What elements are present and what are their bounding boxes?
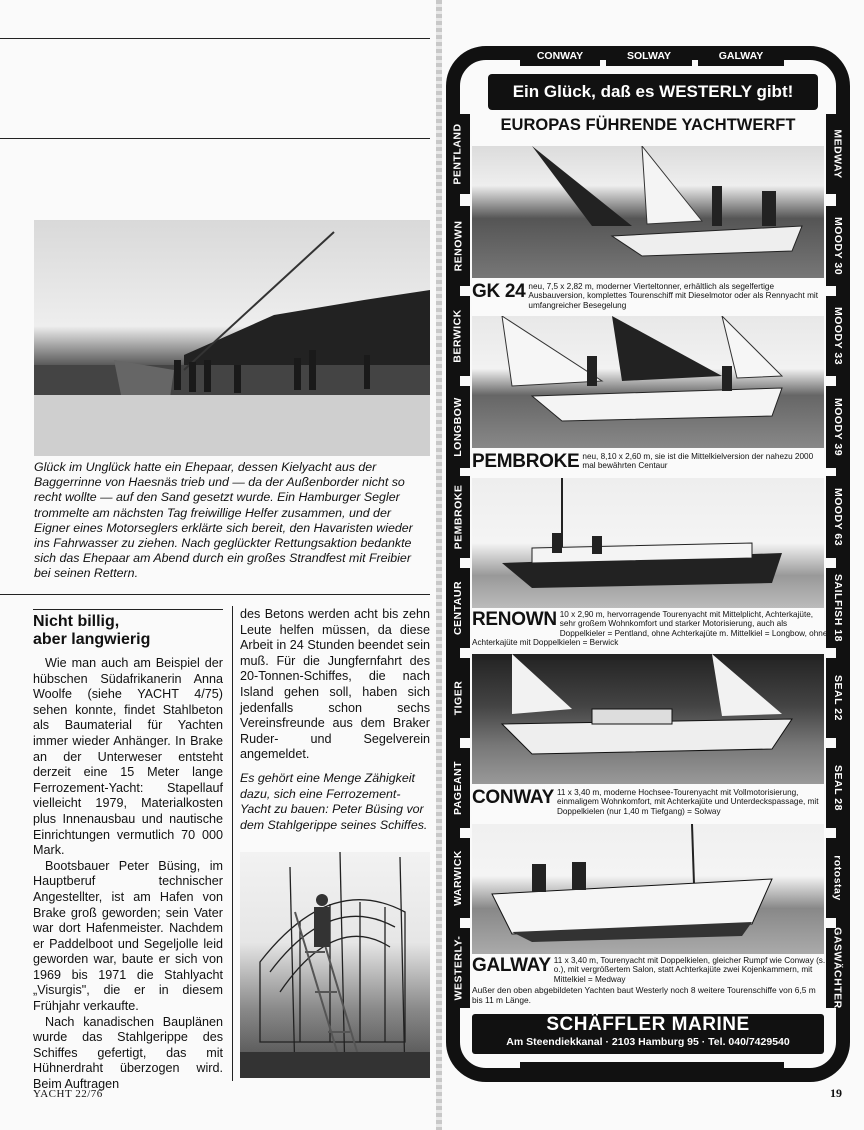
tab-conway: CONWAY bbox=[520, 46, 600, 66]
beach-photo-illustration bbox=[34, 220, 430, 456]
article-rule bbox=[0, 594, 430, 595]
gk24-yacht-illustration bbox=[472, 146, 824, 278]
westerly-advertisement bbox=[446, 46, 850, 1082]
heading-rule bbox=[33, 609, 223, 610]
label-berwick: BERWICK bbox=[446, 296, 470, 376]
label-pembroke: PEMBROKE bbox=[446, 476, 470, 558]
label-moody-30: MOODY 30 bbox=[826, 206, 850, 286]
label-gaswaechter: GASWÄCHTER bbox=[826, 928, 850, 1008]
steel-frame-illustration bbox=[240, 852, 430, 1078]
dealer-address: Am Steendiekkanal · 2103 Hamburg 95 · Tel. 040/7429540 bbox=[506, 1036, 790, 1048]
label-rotostay: rotostay bbox=[826, 838, 850, 918]
tab-solway: SOLWAY bbox=[606, 46, 692, 66]
top-rule bbox=[0, 38, 430, 39]
tab-galway: GALWAY bbox=[698, 46, 784, 66]
boat-photo-pembroke bbox=[472, 316, 824, 448]
label-moody-33: MOODY 33 bbox=[826, 296, 850, 376]
label-moody-39: MOODY 39 bbox=[826, 386, 850, 468]
page-number: 19 bbox=[830, 1086, 842, 1100]
conway-yacht-illustration bbox=[472, 654, 824, 784]
beach-photo bbox=[34, 220, 430, 456]
pembroke-yacht-illustration bbox=[472, 316, 824, 448]
heading-line1: Nicht billig, bbox=[33, 613, 120, 630]
galway-yacht-illustration bbox=[472, 824, 824, 954]
heading-line2: aber langwierig bbox=[33, 631, 151, 648]
article-column-2 bbox=[240, 607, 430, 763]
model-name: RENOWN bbox=[472, 609, 557, 630]
label-medway: MEDWAY bbox=[826, 114, 850, 194]
boat-photo-gk24 bbox=[472, 146, 824, 278]
model-gk24: GK 24 neu, 7,5 x 2,82 m, moderner Vierteltonner, erhältlich als segelfertige Ausbauversion, komplettes Tourenschiff mit Dieselmotor oder als Rennyacht mit umfangreicher Besegelung bbox=[472, 281, 818, 310]
ad-footnote: Außer den oben abgebildeten Yachten baut Westerly noch 8 weitere Tourenschiffe von 6,5 m bis 11 m Länge. bbox=[472, 985, 816, 1005]
model-name: GK 24 bbox=[472, 281, 526, 302]
ad-headline: EUROPAS FÜHRENDE YACHTWERFT bbox=[500, 116, 796, 134]
section-rule bbox=[0, 138, 430, 139]
dealer-name: SCHÄFFLER MARINE bbox=[546, 1014, 750, 1035]
article-column-1 bbox=[33, 656, 223, 1093]
label-pageant: PAGEANT bbox=[446, 748, 470, 828]
label-tiger: TIGER bbox=[446, 658, 470, 738]
steel-frame-photo bbox=[240, 852, 430, 1078]
steel-photo-caption: Es gehört eine Menge Zähigkeit dazu, sich eine Ferrozement-Yacht zu bauen: Peter Büsing vor dem Stahlgerippe seines Schiffes. bbox=[240, 771, 428, 832]
col1-paragraph: Nach kanadischen Bauplänen wurde das Stahlgerippe des Schiffes gefertigt, das mit Hühnerdraht überzogen wird. Beim Auftragen bbox=[33, 1014, 223, 1092]
col1-paragraph: Wie man auch am Beispiel der hübschen Südafrikanerin Anna Woolfe (siehe YACHT 4/75) sehen konnte, findet Stahlbeton als Baumaterial für Yachten immer wieder Anhänger. In Brake an der Unterweser entsteht derzeit eine 15 Meter lange Ferrozement-Yacht: Stapellauf vielleicht 1979, Materialkosten plus Innenausbau und nautische Einrichtungen vermutlich 70 000 Mark. bbox=[33, 656, 223, 858]
article-heading bbox=[33, 613, 223, 649]
dealer-box bbox=[472, 1014, 824, 1054]
label-renown: RENOWN bbox=[446, 206, 470, 286]
col2-paragraph: des Betons werden acht bis zehn Leute helfen müssen, da diese Arbeit in 24 Stunden beendet sein muß. Für die Jungfernfahrt des 20-Tonnen-Schiffes, die nach Island gehen soll, haben sich jedenfalls schon sechs Vereinsfreunde aus dem Braker Ruder- und Segelverein angemeldet. bbox=[240, 607, 430, 762]
label-seal-28: SEAL 28 bbox=[826, 748, 850, 828]
label-seal-22: SEAL 22 bbox=[826, 658, 850, 738]
model-galway: GALWAY 11 x 3,40 m, Tourenyacht mit Doppelkielen, gleicher Rumpf wie Conway (s. o.), mit vergrößertem Salon, statt Achterkajüte zwei Kojenkammern, mit Mittelkiel = Medway bbox=[472, 955, 826, 984]
label-warwick: WARWICK bbox=[446, 838, 470, 918]
label-westerly: WESTERLY- bbox=[446, 928, 470, 1008]
photo1-caption: Glück im Unglück hatte ein Ehepaar, dessen Kielyacht aus der Baggerrinne von Haesnäs trieb und — da der Außenborder nicht so recht wollte — auf den Sand gesetzt wurde. Ein Hamburger Segler trommelte am nächsten Tag freiwillige Helfer zusammen, und der Eigner eines Motorseglers erklärte sich bereit, den Havaristen wieder ins Fahrwasser zu ziehen. Nach geglückter Rettungsaktion bedankte sich das Ehepaar am Abend durch ein großes Strandfest mit Freibier bei seinen Rettern. bbox=[34, 460, 413, 581]
column-divider bbox=[232, 606, 233, 1081]
model-pembroke: PEMBROKE neu, 8,10 x 2,60 m, sie ist die Mittelkielversion der nahezu 2000 mal bewährten Centaur bbox=[472, 451, 814, 472]
model-conway: CONWAY 11 x 3,40 m, moderne Hochsee-Tourenyacht mit Vollmotorisierung, einmaligem Wohnkomfort, mit Achterkajüte und Unterdeckspassage, mit Doppelkielen (nur 1,40 m Tiefgang) = Solway bbox=[472, 787, 819, 816]
boat-photo-conway bbox=[472, 654, 824, 784]
label-sailfish-18: SAILFISH 18 bbox=[826, 568, 850, 648]
page-gutter bbox=[436, 0, 442, 1130]
boat-photo-galway bbox=[472, 824, 824, 954]
label-centaur: CENTAUR bbox=[446, 568, 470, 648]
col1-paragraph: Bootsbauer Peter Büsing, im Hauptberuf technischer Angestellter, ist am Hafen von Brake groß geworden; sein Vater war dort Hafenmeister. Nachdem er Paddelboot und Segeljolle leid geworden war, baute er sich von 1969 bis 1971 die Stahlyacht „Visurgis", die er in diesem Frühjahr verkaufte. bbox=[33, 858, 223, 1014]
ad-tagline: Ein Glück, daß es WESTERLY gibt! bbox=[488, 74, 818, 110]
label-moody-63: MOODY 63 bbox=[826, 476, 850, 558]
model-name: PEMBROKE bbox=[472, 451, 580, 472]
model-name: CONWAY bbox=[472, 787, 554, 808]
model-renown: RENOWN 10 x 2,90 m, hervorragende Tourenyacht mit Mittelplicht, Achterkajüte, sehr großem Wohnkomfort und starker Motorisierung, auch als Doppelkieler = Pentland, ohne Achterkajüte m. Mittelkiel = Longbow, ohne Achterkajüte mit Doppelkielen = Berwick bbox=[472, 609, 828, 648]
ad-bottom-bar bbox=[520, 1062, 784, 1082]
label-longbow: LONGBOW bbox=[446, 386, 470, 468]
model-name: GALWAY bbox=[472, 955, 551, 976]
page-footer: YACHT 22/76 bbox=[33, 1088, 103, 1100]
boat-photo-renown bbox=[472, 478, 824, 608]
label-pentland: PENTLAND bbox=[446, 114, 470, 194]
renown-yacht-illustration bbox=[472, 478, 824, 608]
